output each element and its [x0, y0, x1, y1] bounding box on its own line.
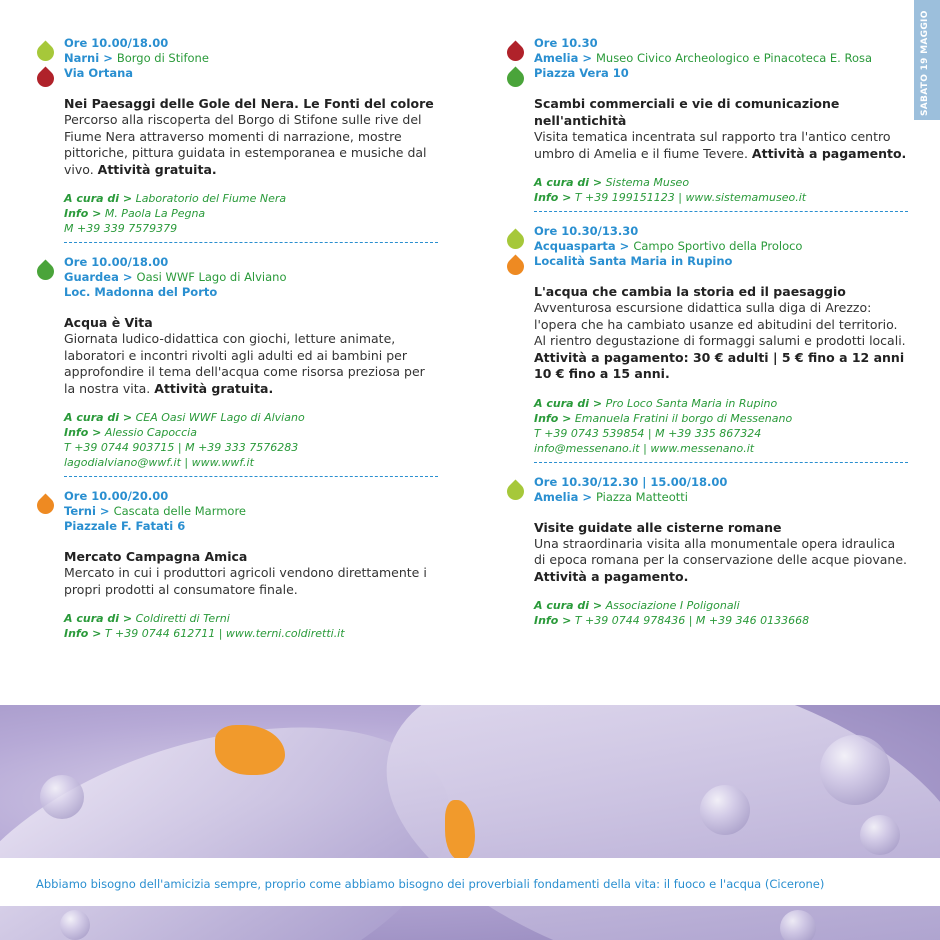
event-description: Avventurosa escursione didattica sulla diga di Arezzo: l'opera che ha cambiato usanze ed abitudini del territorio. Al rientro degustazione di formaggi salumi e prodotti locali. Attività a pagamento: 30 € adulti | 5 € fino a 12 anni 10 € fino a 15 anni. — [534, 300, 906, 381]
water-drop — [780, 910, 816, 940]
info-contact: T +39 199151123 | www.sistemamuseo.it — [574, 191, 807, 204]
event-location: Museo Civico Archeologico e Pinacoteca E. Rosa — [595, 51, 873, 65]
event-location-detail: Piazza Vera 10 — [534, 66, 629, 80]
drop-icons — [36, 259, 56, 289]
drop-icon — [503, 254, 527, 278]
drop-icon — [33, 493, 57, 517]
event-location: Oasi WWF Lago di Alviano — [136, 270, 287, 284]
event-description: Visita tematica incentrata sul rapporto tra l'antico centro umbro di Amelia e il fiume Tevere. Attività a pagamento. — [534, 129, 907, 161]
drop-icon — [503, 66, 527, 90]
event-time: Ore 10.00/18.00 — [64, 255, 169, 269]
separator — [64, 242, 438, 243]
event-place: Amelia — [534, 489, 579, 504]
credit-organizer: Associazione I Poligonali — [605, 599, 740, 612]
event-amelia-museo: Ore 10.30 Amelia > Museo Civico Archeologico e Pinacoteca E. Rosa Piazza Vera 10 Scambi commerciali e vie di comunicazione nell'antichità Visita tematica incentrata sul rapporto tra l'antico centro umbro di Amelia e il fiume Tevere. Attività a pagamento. A cura di > Sistema Museo Info > T +39 199151123 | www.sistemamuseo.it — [506, 36, 908, 212]
credit-organizer: CEA Oasi WWF Lago di Alviano — [135, 411, 305, 424]
event-location: Campo Sportivo della Proloco — [633, 239, 803, 253]
event-acquasparta: Ore 10.30/13.30 Acquasparta > Campo Sportivo della Proloco Località Santa Maria in Rupino L'acqua che cambia la storia ed il paesaggio Avventurosa escursione didattica sulla diga di Arezzo: l'opera che ha cambiato usanze ed abitudini del territorio. Al rientro degustazione di formaggi salumi e prodotti locali. Attività a pagamento: 30 € adulti | 5 € fino a 12 anni 10 € fino a 15 anni. A cura di > Pro Loco Santa Maria in Rupino Info > Emanuela Fratini il borgo di Messenano T +39 0743 539854 | M +39 335 867324 info@messenano.it | www.messenano.it — [506, 224, 908, 463]
event-location: Cascata delle Marmore — [113, 504, 247, 518]
event-credits: A cura di > Sistema Museo Info > T +39 199151123 | www.sistemamuseo.it — [534, 176, 807, 204]
event-location-detail: Piazzale F. Fatati 6 — [64, 519, 186, 533]
info-phone: M +39 339 7579379 — [64, 222, 178, 235]
event-amelia-cisterne: Ore 10.30/12.30 | 15.00/18.00 Amelia > Piazza Matteotti Visite guidate alle cisterne romane Una straordinaria visita alla monumentale opera idraulica di epoca romana per la conservazione delle acque piovane. Attività a pagamento. A cura di > Associazione I Poligonali Info > T +39 0744 978436 | M +39 346 0133668 — [506, 475, 908, 629]
left-column — [36, 36, 438, 641]
event-credits: A cura di > Coldiretti di Terni Info > T +39 0744 612711 | www.terni.coldiretti.it — [64, 612, 345, 640]
event-note: Attività gratuita. — [154, 380, 274, 396]
event-description: Mercato in cui i produttori agricoli vendono direttamente i propri prodotti al consumatore finale. — [64, 565, 427, 597]
event-place: Guardea — [64, 270, 119, 284]
date-label: SABATO 19 MAGGIO — [920, 10, 930, 116]
event-place: Acquasparta — [534, 239, 616, 253]
event-note: Attività gratuita. — [97, 161, 217, 177]
drop-icons — [506, 479, 526, 509]
credit-organizer: Pro Loco Santa Maria in Rupino — [605, 396, 778, 410]
separator — [64, 476, 438, 477]
drop-icon — [503, 40, 527, 64]
cicero-quote: Abbiamo bisogno dell'amicizia sempre, proprio come abbiamo bisogno dei proverbiali fondamenti della vita: il fuoco e l'acqua (Cicerone) — [36, 877, 825, 891]
info-web[interactable]: info@messenano.it | www.messenano.it — [534, 441, 755, 455]
info-contact: M. Paola La Pegna — [104, 207, 206, 220]
event-note: Attività a pagamento. — [751, 145, 907, 161]
drop-icon — [503, 479, 527, 503]
event-place: Terni — [64, 504, 96, 518]
event-time: Ore 10.30/13.30 — [534, 224, 639, 238]
event-title: Nei Paesaggi delle Gole del Nera. Le Fonti del colore — [64, 96, 434, 111]
event-description: Giornata ludico-didattica con giochi, letture animate, laboratori e incontri rivolti agli adulti ed ai bambini per approfondire il tema dell'acqua come risorsa preziosa per la nostra vita. Attività gratuita. — [64, 331, 425, 396]
separator — [534, 211, 908, 212]
event-guardea: Ore 10.00/18.00 Guardea > Oasi WWF Lago di Alviano Loc. Madonna del Porto Acqua è Vita Giornata ludico-didattica con giochi, letture animate, laboratori e incontri rivolti agli adulti ed ai bambini per approfondire il tema dell'acqua come risorsa preziosa per la nostra vita. Attività gratuita. A cura di > CEA Oasi WWF Lago di Alviano Info > Alessio Capoccia T +39 0744 903715 | M +39 333 7576283 lagodialviano@wwf.it | www.wwf.it — [36, 255, 438, 477]
event-title: Scambi commerciali e vie di comunicazione nell'antichità — [534, 96, 840, 128]
event-time: Ore 10.30 — [534, 36, 598, 50]
water-drop — [820, 735, 890, 805]
info-phone: T +39 0743 539854 | M +39 335 867324 — [534, 426, 762, 440]
info-contact: Alessio Capoccia — [104, 426, 197, 439]
event-time: Ore 10.00/18.00 — [64, 36, 169, 50]
credit-organizer: Coldiretti di Terni — [135, 612, 230, 625]
event-credits: A cura di > Pro Loco Santa Maria in Rupino Info > Emanuela Fratini il borgo di Messenano T +39 0743 539854 | M +39 335 867324 info@messenano.it | www.messenano.it — [534, 396, 908, 456]
event-terni: Ore 10.00/20.00 Terni > Cascata delle Marmore Piazzale F. Fatati 6 Mercato Campagna Amica Mercato in cui i produttori agricoli vendono direttamente i propri prodotti al consumatore finale. A cura di > Coldiretti di Terni Info > T +39 0744 612711 | www.terni.coldiretti.it — [36, 489, 438, 641]
drop-icons — [36, 493, 56, 523]
drop-icons — [36, 40, 56, 96]
right-column — [506, 36, 908, 628]
event-note: Attività a pagamento: 30 € adulti | 5 € fino a 12 anni 10 € fino a 15 anni. — [534, 349, 905, 381]
credit-organizer: Laboratorio del Fiume Nera — [135, 192, 287, 205]
event-location: Borgo di Stifone — [116, 51, 209, 65]
drop-icons — [506, 228, 526, 284]
info-contact: T +39 0744 978436 | M +39 346 0133668 — [574, 614, 810, 627]
event-description: Percorso alla riscoperta del Borgo di Stifone sulle rive del Fiume Nera attraverso momenti di narrazione, mostre pittoriche, pittura guidata in estemporanea e musiche dal vivo. Attività gratuita. — [64, 112, 427, 177]
event-title: Visite guidate alle cisterne romane — [534, 519, 782, 535]
info-contact: T +39 0744 612711 | www.terni.coldiretti.it — [104, 627, 345, 640]
drop-icons — [506, 40, 526, 96]
info-contact: Emanuela Fratini il borgo di Messenano — [574, 411, 793, 425]
water-drop — [860, 815, 900, 855]
date-side-tab — [914, 0, 940, 120]
event-note: Attività a pagamento. — [534, 568, 689, 584]
event-location-detail: Località Santa Maria in Rupino — [534, 254, 733, 268]
drop-icon — [33, 259, 57, 283]
info-web[interactable]: lagodialviano@wwf.it | www.wwf.it — [64, 456, 254, 469]
event-credits: A cura di > Laboratorio del Fiume Nera Info > M. Paola La Pegna M +39 339 7579379 — [64, 191, 438, 236]
water-drop — [700, 785, 750, 835]
event-location: Piazza Matteotti — [595, 489, 688, 504]
drop-icon — [33, 40, 57, 64]
info-phone: T +39 0744 903715 | M +39 333 7576283 — [64, 441, 299, 454]
water-drop — [60, 910, 90, 940]
event-description: Una straordinaria visita alla monumentale opera idraulica di epoca romana per la conservazione delle acque piovane. Attività a pagamento. — [534, 535, 908, 584]
event-title: Mercato Campagna Amica — [64, 549, 248, 564]
event-location-detail: Loc. Madonna del Porto — [64, 285, 218, 299]
water-drop — [40, 775, 84, 819]
separator — [534, 462, 908, 463]
event-credits: A cura di > Associazione I Poligonali Info > T +39 0744 978436 | M +39 346 0133668 — [534, 599, 810, 627]
event-narni: Ore 10.00/18.00 Narni > Borgo di Stifone Via Ortana Nei Paesaggi delle Gole del Nera. Le Fonti del colore Percorso alla riscoperta del Borgo di Stifone sulle rive del Fiume Nera attraverso momenti di narrazione, mostre pittoriche, pittura guidata in estemporanea e musiche dal vivo. Attività gratuita. A cura di > Laboratorio del Fiume Nera Info > M. Paola La Pegna M +39 339 7579379 — [36, 36, 438, 243]
drop-icon — [503, 228, 527, 252]
event-title: L'acqua che cambia la storia ed il paesaggio — [534, 284, 846, 299]
event-time: Ore 10.30/12.30 | 15.00/18.00 — [534, 474, 728, 489]
event-place: Narni — [64, 51, 100, 65]
event-credits: A cura di > CEA Oasi WWF Lago di Alviano Info > Alessio Capoccia T +39 0744 903715 | M +39 333 7576283 lagodialviano@wwf.it | www.wwf.it — [64, 410, 438, 470]
event-location-detail: Via Ortana — [64, 66, 134, 80]
credit-organizer: Sistema Museo — [605, 176, 690, 189]
event-time: Ore 10.00/20.00 — [64, 489, 169, 503]
event-title: Acqua è Vita — [64, 315, 153, 330]
event-place: Amelia — [534, 51, 579, 65]
drop-icon — [33, 66, 57, 90]
